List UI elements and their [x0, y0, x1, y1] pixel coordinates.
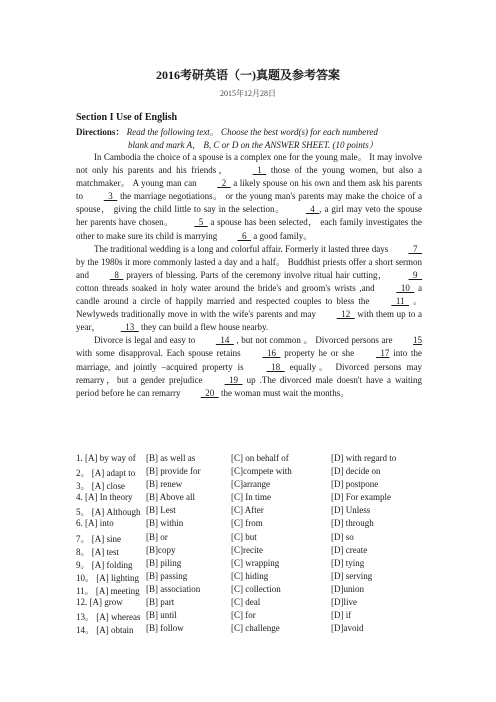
blank-number: 12: [336, 309, 355, 320]
blank-number: 20: [200, 387, 219, 398]
option-row: [76, 518, 422, 531]
passage-text: property he or she: [280, 348, 358, 359]
blank-number: 16: [262, 348, 281, 359]
option-choice: [B] within: [146, 518, 184, 529]
option-row: [76, 492, 422, 505]
passage-text: a good family。: [250, 230, 313, 241]
option-row: [76, 466, 422, 479]
option-choice: [D] postpone: [331, 479, 379, 490]
option-choice: [C] but: [231, 531, 257, 542]
option-choice: [B] association: [146, 583, 201, 594]
option-row: [76, 610, 422, 623]
option-choice: [D] with regard to: [331, 453, 397, 463]
option-row: [76, 505, 422, 518]
option-choice: 4. [A] In theory: [76, 492, 133, 503]
option-choice: [B] provide for: [146, 466, 201, 477]
option-choice: 11。 [A] meeting: [76, 585, 140, 596]
passage-text: into the marriage, and jointly –acquired property is: [76, 348, 423, 372]
option-choice: [C]compete with: [231, 466, 292, 477]
option-choice: [C] deal: [231, 597, 261, 608]
option-choice: [C] challenge: [231, 623, 280, 634]
blank-number: 5: [194, 217, 208, 228]
passage-text: by the 1980s it more commonly lasted a day and a half。 Buddhist priests offer a short sermon and: [76, 256, 422, 280]
option-choice: 13。 [A] whereas: [76, 612, 141, 623]
option-choice: [D] decide on: [331, 466, 381, 477]
option-choice: [B] or: [146, 531, 168, 542]
option-choice: [B] Above all: [146, 492, 195, 503]
blank-number: 15: [413, 335, 423, 346]
option-row: [76, 597, 422, 610]
option-choice: [B] as well as: [146, 453, 196, 463]
option-choice: [C] In time: [231, 492, 271, 503]
passage-text: a candle around a circle of happily married and respected couples to bless the: [76, 282, 422, 307]
option-row: [76, 479, 422, 492]
answer-options: [76, 453, 422, 636]
option-choice: 10。 [A] lighting: [76, 572, 139, 583]
option-choice: 12. [A] grow: [76, 597, 123, 608]
passage-text: a spouse has been selected， each family investigates the other to make sure its child is marrying: [76, 217, 422, 241]
option-choice: [C]recite: [231, 544, 263, 555]
directions-label: Directions：: [76, 127, 125, 137]
option-row: [76, 623, 422, 636]
passage-paragraph-1: [76, 151, 422, 243]
option-choice: [B] follow: [146, 623, 184, 634]
option-choice: [C] from: [231, 518, 263, 529]
option-choice: [D] create: [331, 544, 368, 555]
blank-number: 4: [305, 204, 320, 215]
option-choice: [D]union: [331, 583, 364, 594]
option-row: [76, 571, 422, 584]
option-choice: [D] so: [331, 531, 354, 542]
passage-text: the marriage negotiations。 or the young man's parents may make the choice of a spouse， giving the child little to say in the selection。: [76, 191, 422, 215]
option-choice: [C] After: [231, 505, 264, 516]
passage-paragraph-2: [76, 243, 422, 335]
option-row: [76, 453, 422, 466]
option-choice: 8。 [A] test: [76, 546, 119, 557]
passage-text: they can build a flew house nearby.: [138, 322, 269, 333]
passage-text: the woman must wait the months。: [218, 387, 350, 398]
blank-number: 1: [252, 165, 267, 176]
option-row: [76, 545, 422, 558]
option-choice: [C] for: [231, 610, 256, 621]
blank-number: 7: [408, 243, 422, 254]
option-row: [76, 558, 422, 571]
option-choice: 14。 [A] obtain: [76, 625, 134, 636]
option-row: [76, 532, 422, 545]
passage-text: 。 Newlyweds traditionally move in with the wife's parents and may: [76, 296, 422, 320]
option-choice: [D] tying: [331, 557, 365, 568]
option-choice: [D] through: [331, 518, 374, 529]
option-choice: [D] serving: [331, 570, 373, 581]
option-choice: [D] if: [331, 610, 352, 621]
option-choice: 6. [A] into: [76, 518, 114, 529]
option-row: [76, 584, 422, 597]
option-choice: [C] collection: [231, 583, 281, 594]
blank-number: 10: [396, 282, 415, 293]
option-choice: 2。 [A] adapt to: [76, 468, 136, 479]
blank-number: 6: [237, 230, 251, 241]
option-choice: [B] piling: [146, 557, 182, 568]
blank-number: 13: [120, 322, 139, 333]
option-choice: [D]avoid: [331, 623, 364, 634]
passage-text: , but not common 。 Divorced persons are: [233, 335, 396, 346]
directions: [76, 126, 422, 152]
option-choice: 1. [A] by way of: [76, 453, 136, 463]
page-title: 2016考研英语（一)真题及参考答案: [156, 68, 340, 82]
option-choice: [C] on behalf of: [231, 453, 289, 463]
passage-text: Divorce is legal and easy to: [94, 335, 198, 346]
passage-text: In Cambodia the choice of a spouse is a complex one for the young male。 It may involve not only his parents and his friends，: [76, 152, 422, 176]
passage-text: prayers of blessing. Parts of the ceremony involve ritual hair cutting，: [123, 269, 391, 280]
option-choice: [B] part: [146, 597, 175, 608]
option-choice: [C]arrange: [231, 479, 270, 490]
blank-number: 17: [375, 348, 390, 359]
option-choice: [B] Lest: [146, 505, 176, 516]
passage-text: with some disapproval. Each spouse retains: [76, 348, 245, 359]
option-choice: [B] passing: [146, 570, 188, 581]
option-choice: 3。 [A] close: [76, 481, 125, 492]
passage-text: equally。 Divorced persons may remarry，but a gender prejudice: [76, 361, 423, 385]
option-choice: [B]copy: [146, 544, 176, 555]
option-choice: [B] renew: [146, 479, 183, 490]
option-choice: 5。 [A] Although: [76, 507, 141, 518]
blank-number: 9: [408, 269, 423, 280]
option-choice: [D] Unless: [331, 505, 371, 516]
directions-line-2: blank and mark A， B, C or D on the ANSWER SHEET. (10 points）: [128, 140, 378, 150]
passage-text: those of the young women, but also a matchmaker。 A young man can: [76, 165, 423, 189]
option-choice: [D] For example: [331, 492, 391, 503]
passage-text: a likely spouse on his own and them ask his parents to: [76, 178, 422, 202]
passage-text: cotton threads soaked in holy water around the bride's and groom's wrists ,and: [76, 282, 379, 293]
directions-line-1: Read the following text。 Choose the best word(s) for each numbered: [126, 127, 378, 137]
blank-number: 11: [391, 296, 409, 307]
section-heading: Section I Use of English: [76, 112, 178, 123]
blank-number: 3: [103, 191, 118, 202]
blank-number: 19: [224, 374, 243, 385]
passage-text: The traditional wedding is a long and colorful affair. Formerly it lasted three days: [94, 243, 391, 254]
passage: [76, 151, 422, 400]
option-choice: 9。 [A] folding: [76, 559, 133, 570]
passage-text: , a girl may veto the spouse her parents have chosen。: [76, 204, 422, 228]
option-choice: [C] hiding: [231, 570, 269, 581]
passage-paragraph-3: [76, 334, 422, 399]
blank-number: 8: [109, 269, 124, 280]
option-choice: [B] until: [146, 610, 177, 621]
option-choice: 7。 [A] sine: [76, 533, 121, 544]
passage-text: with them up to a year，: [76, 309, 422, 333]
passage-text: up .The divorced male doesn't have a waiting period before he can remarry: [76, 374, 422, 398]
blank-number: 2: [217, 178, 231, 189]
blank-number: 18: [266, 361, 285, 372]
document-date: 2015年12月28日: [220, 89, 276, 98]
blank-number: 14: [215, 335, 234, 346]
option-choice: [C] wrapping: [231, 557, 280, 568]
option-choice: [D]live: [331, 597, 357, 608]
